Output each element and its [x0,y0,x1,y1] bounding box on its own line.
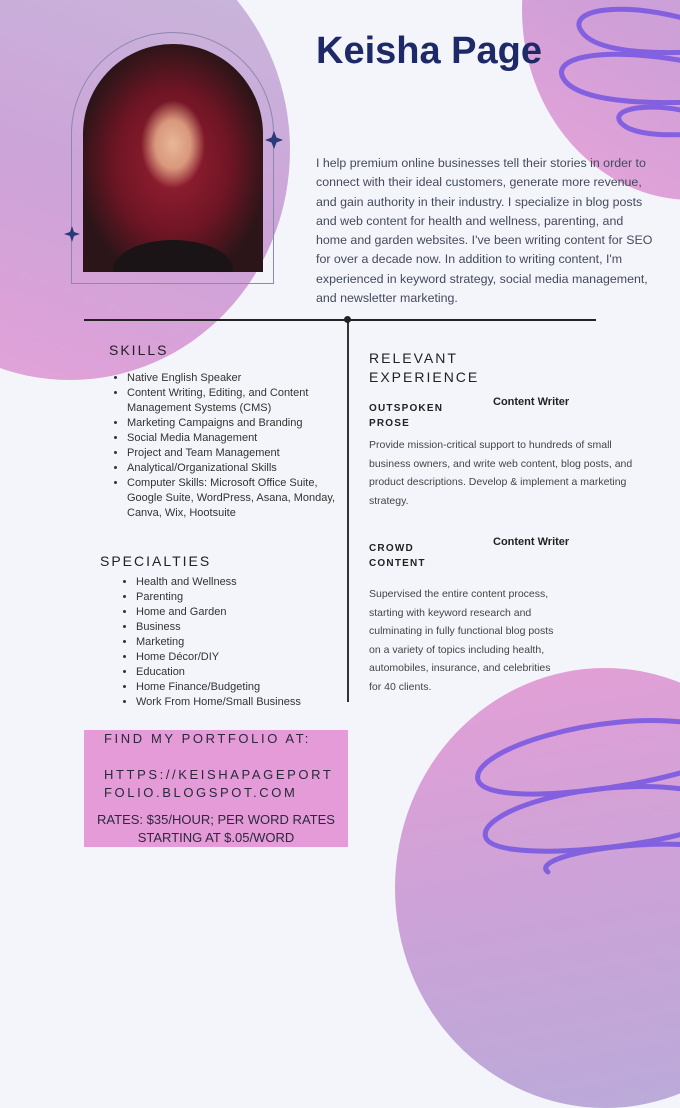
experience-heading: RELEVANT EXPERIENCE [369,350,480,385]
rates-text: RATES: $35/HOUR; PER WORD RATES STARTING AT $.05/WORD [97,812,335,845]
skills-heading: SKILLS [109,342,169,358]
job-role: Content Writer [493,536,570,548]
list-item: • Home Finance/Budgeting [136,680,356,695]
specialties-list [118,575,356,710]
list-item: • Social Media Management [127,431,347,446]
list-item: • Parenting [136,590,356,605]
portfolio-link[interactable]: HTTPS://KEISHAPAGEPORTFOLIO.BLOGSPOT.COM [104,767,334,800]
list-item: • Home Décor/DIY [136,650,356,665]
list-item: • Content Writing, Editing, and Content Management Systems (CMS) [127,386,347,416]
job-description: Supervised the entire content process, starting with keyword research and culminating in fully functional blog posts on a variety of topics including health, automobiles, insurance, and celebrities for 40 clients. [369,588,554,693]
divider-dot [344,316,351,323]
bio-paragraph: I help premium online businesses tell their stories in order to connect with their ideal customers, generate more revenue, and gain authority in their industry. I specialize in blog posts and web content for health and wellness, parenting, and home and garden websites. I've been writing content for SEO for over a decade now. In addition to writing content, I'm experienced in keyword strategy, social media management, and newsletter marketing. [316,156,653,306]
list-item: • Business [136,620,356,635]
job-company: OUTSPOKEN PROSE [369,403,444,429]
specialties-heading: SPECIALTIES [100,553,212,569]
job-company: CROWD CONTENT [369,543,426,569]
candidate-name: Keisha Page [316,30,542,72]
list-item: • Computer Skills: Microsoft Office Suite, Google Suite, WordPress, Asana, Monday, Canva, Wix, Hootsuite [127,476,347,521]
list-item: • Home and Garden [136,605,356,620]
list-item: • Analytical/Organizational Skills [127,461,347,476]
job-description: Provide mission-critical support to hundreds of small business owners, and write web content, blog posts, and product descriptions. Develop & implement a marketing strategy. [369,439,633,507]
list-item: • Health and Wellness [136,575,356,590]
list-item: • Work From Home/Small Business [136,695,356,710]
list-item: • Marketing [136,635,356,650]
list-item: • Marketing Campaigns and Branding [127,416,347,431]
list-item: • Education [136,665,356,680]
section-divider-horizontal [84,319,596,321]
job-role: Content Writer [493,396,570,408]
portfolio-label: FIND MY PORTFOLIO AT: [104,731,312,746]
list-item: • Project and Team Management [127,446,347,461]
list-item: • Native English Speaker [127,371,347,386]
skills-list [109,371,347,521]
